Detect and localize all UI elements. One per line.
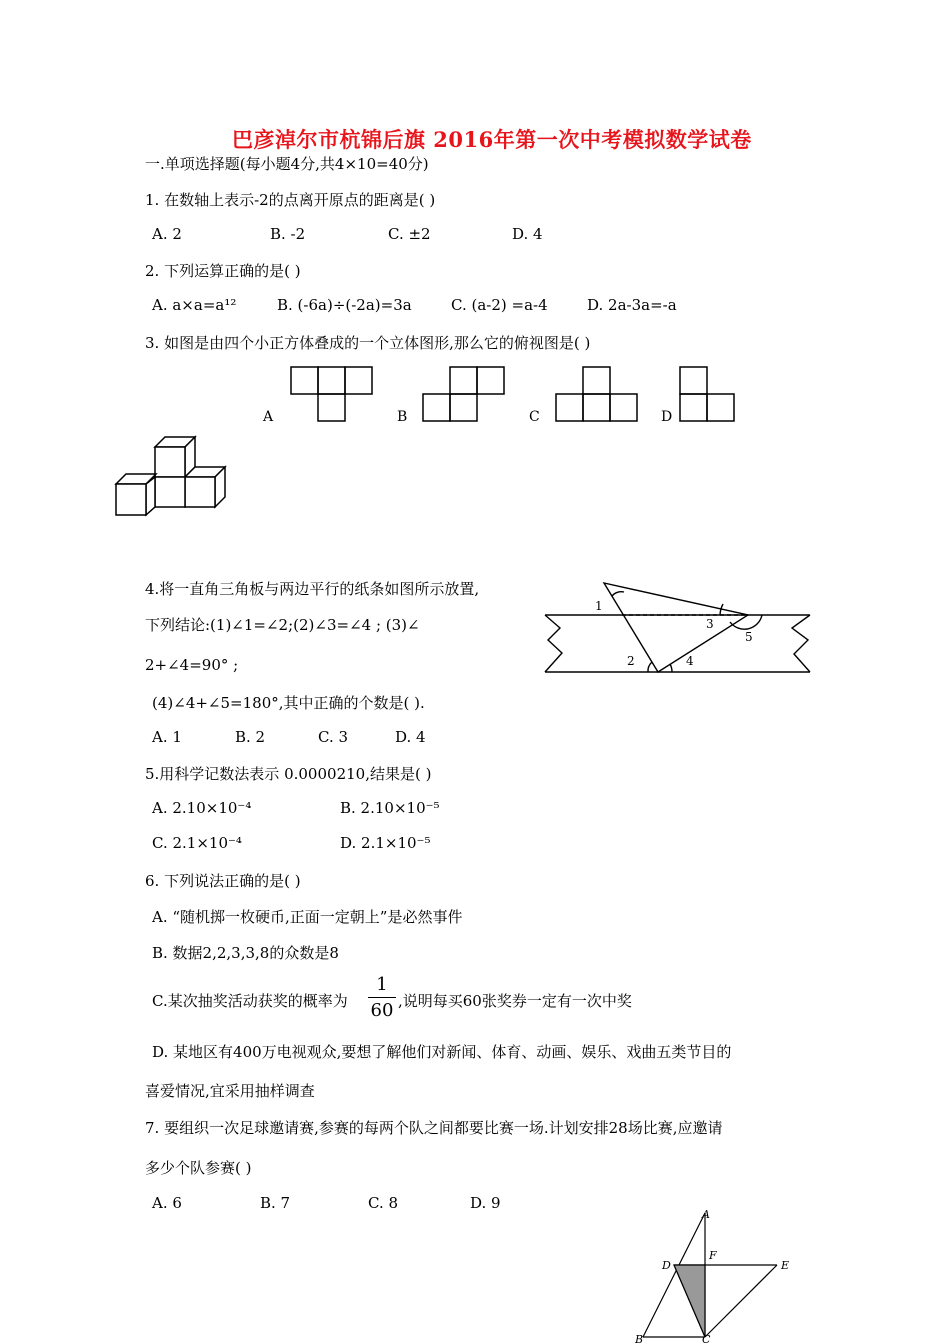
q6-option-d-line2: 喜爱情况,宜采用抽样调查 [145,1082,315,1100]
q3-option-d-shape [680,367,734,421]
q6-fraction-denominator: 60 [370,1000,394,1021]
q4-option-b: B. 2 [235,728,266,746]
q3-label-b: B [397,409,408,425]
q8-point-e: E [781,1259,790,1272]
q3-option-a-shape [291,367,372,421]
q8-geometry-figure [625,1205,800,1344]
q1-option-c: C. ±2 [388,225,431,243]
q4-line4: (4)∠4+∠5=180°,其中正确的个数是( ). [152,694,425,712]
q3-label-d: D [661,409,673,425]
q6-option-c-text-end: ,说明每买60张奖券一定有一次中奖 [398,992,632,1010]
q5-option-d: D. 2.1×10⁻⁵ [340,834,431,852]
q6-fraction-numerator: 1 [376,974,388,995]
q7-option-b: B. 7 [260,1194,291,1212]
q2-stem: 2. 下列运算正确的是( ) [145,262,301,280]
q4-angle-label-2: 2 [627,654,635,668]
q7-line1: 7. 要组织一次足球邀请赛,参赛的每两个队之间都要比赛一场.计划安排28场比赛,应邀请 [145,1119,723,1137]
q3-view-options-figure [250,362,750,428]
q6-stem: 6. 下列说法正确的是( ) [145,872,301,890]
q5-option-c: C. 2.1×10⁻⁴ [152,834,242,852]
q4-angle-label-1: 1 [595,599,603,613]
q6-option-a: A. “随机掷一枚硬币,正面一定朝上”是必然事件 [152,908,463,926]
q4-option-c: C. 3 [318,728,349,746]
q4-angle-label-4: 4 [686,654,694,668]
q3-cube-stack-figure [110,432,230,522]
q3-label-c: C [529,409,540,425]
q6-option-b: B. 数据2,2,3,3,8的众数是8 [152,944,339,962]
q8-point-d: D [662,1259,671,1272]
q2-option-a: A. a×a=a¹² [152,296,237,314]
q1-stem: 1. 在数轴上表示-2的点离开原点的距离是( ) [145,191,436,209]
q3-option-c-shape [556,367,637,421]
q3-option-b-shape [423,367,504,421]
q7-option-d: D. 9 [470,1194,501,1212]
q1-option-a: A. 2 [152,225,182,243]
exam-title: 巴彦淖尔市杭锦后旗 2016年第一次中考模拟数学试卷 [232,127,752,152]
q3-stem: 3. 如图是由四个小正方体叠成的一个立体图形,那么它的俯视图是( ) [145,334,591,352]
q5-option-a: A. 2.10×10⁻⁴ [152,799,252,817]
q7-option-a: A. 6 [152,1194,182,1212]
q4-line3: 2+∠4=90° ; [145,656,239,674]
q3-label-a: A [263,409,274,425]
q4-line1: 4.将一直角三角板与两边平行的纸条如图所示放置, [145,580,480,598]
q2-option-b: B. (-6a)÷(-2a)=3a [277,296,412,314]
q8-point-f: F [709,1249,717,1262]
section-heading: 一.单项选择题(每小题4分,共4×10=40分) [145,155,429,173]
q1-option-d: D. 4 [512,225,543,243]
q4-line2: 下列结论:(1)∠1=∠2;(2)∠3=∠4 ; (3)∠ [145,616,420,634]
q5-option-b: B. 2.10×10⁻⁵ [340,799,440,817]
q1-option-b: B. -2 [270,225,306,243]
q2-option-c: C. (a-2) =a-4 [451,296,548,314]
q4-triangle-strip-figure [540,578,815,678]
q8-point-a: A [702,1208,710,1221]
q8-point-c: C [702,1333,711,1344]
q4-angle-label-5: 5 [745,630,753,644]
q5-stem: 5.用科学记数法表示 0.0000210,结果是( ) [145,765,432,783]
q7-line2: 多少个队参赛( ) [145,1159,252,1177]
q4-angle-label-3: 3 [706,617,714,631]
q8-point-b: B [635,1333,644,1344]
q6-option-d-line1: D. 某地区有400万电视观众,要想了解他们对新闻、体育、动画、娱乐、戏曲五类节目的 [152,1043,732,1061]
q6-option-c-text: C.某次抽奖活动获奖的概率为 [152,992,348,1010]
q4-option-d: D. 4 [395,728,426,746]
q7-option-c: C. 8 [368,1194,399,1212]
q2-option-d: D. 2a-3a=-a [587,296,677,314]
q6-fraction [368,974,396,1021]
q4-option-a: A. 1 [152,728,182,746]
